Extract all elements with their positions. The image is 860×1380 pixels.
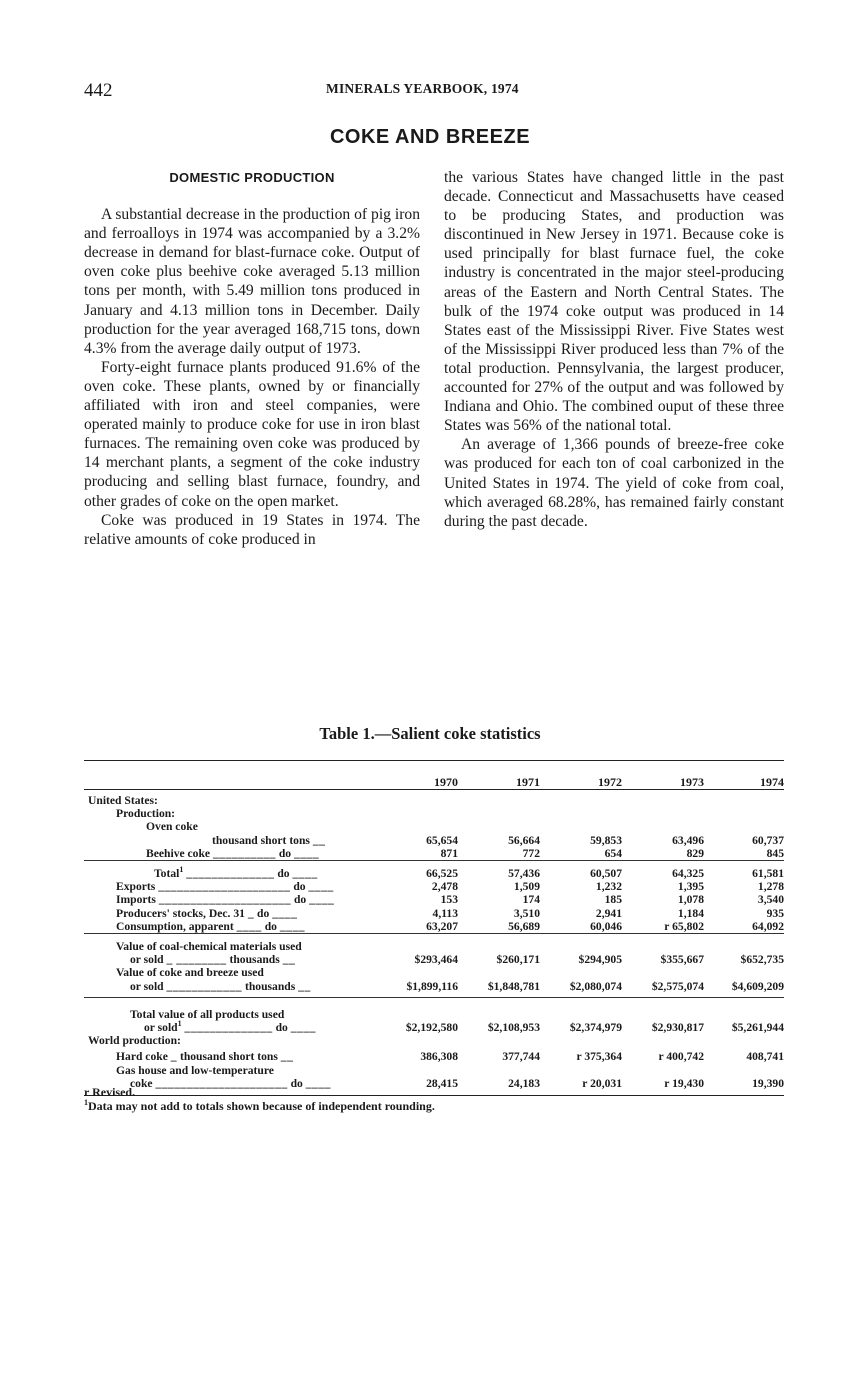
table-cell: 19,390 [752,1076,784,1090]
row-label: Total value of all products used [130,1007,285,1021]
table-cell: 935 [766,906,784,920]
paragraph: An average of 1,366 pounds of breeze-free coke was produced for each ton of coal carbonized in the United States in 1974. The yield of coke from coal, which averaged 68.28%, has remained fairly constant during the past decade. [444,436,784,530]
unit-label: do [257,906,270,920]
unit-label: thousand short tons [179,1050,278,1064]
row-label: Total [154,867,180,881]
row-label: Oven coke [146,820,198,834]
table-cell: 377,744 [502,1050,540,1064]
table-cell: 59,853 [590,833,622,847]
unit-label: thousands [244,979,296,993]
unit-label: thousand short tons [212,833,310,847]
table-row: or sold _ ________ thousands __ $293,464 $260,171 $294,905 $355,667 $652,735 [130,953,784,967]
table-row: Exports _____________________ do ____ 2,478 1,509 1,232 1,395 1,278 [116,880,784,894]
row-label: Production: [116,807,176,821]
table-cell: 66,525 [426,867,458,881]
footnote-mark: 1 [177,1019,182,1029]
row-label: Value of coke and breeze used [116,966,264,980]
year-header: 1971 [516,774,540,789]
row-label: or sold [130,979,164,993]
table-cell: 1,232 [595,880,622,894]
table-cell: r 19,430 [664,1076,704,1090]
section-heading: DOMESTIC PRODUCTION [169,170,335,185]
table-row [84,1034,784,1047]
table-cell: $1,848,781 [487,979,540,993]
paragraph: A substantial decrease in the production of pig iron and ferroalloys in 1974 was accompanied by a 3.2% decrease in demand for blast-furnace coke. Output of oven coke plus beehive coke averaged 5.13 million tons per month, with 5.49 million tons produced in January and 4.13 million tons in December. Daily production for the year averaged 168,715 tons, down 4.3% from the average daily output of 1973. [84,206,420,357]
table-cell: 1,278 [757,880,784,894]
table-cell: r 20,031 [582,1076,622,1090]
unit-label: do [290,1076,303,1090]
table-cell: 386,308 [420,1050,458,1064]
chapter-title: COKE AND BREEZE [329,126,531,148]
table-row [84,807,784,820]
row-label: Beehive coke [146,846,211,860]
table-row [84,966,784,979]
page-number: 442 [84,80,113,101]
table-row [84,940,784,953]
table-cell: 772 [522,846,540,860]
row-label: or sold [130,953,164,967]
table-row [84,1008,784,1021]
table-cell: 63,207 [426,919,458,933]
table-cell: r 65,802 [664,919,704,933]
table-footnotes [84,1085,435,1113]
footnote-text: Data may not add to totals shown because of independent rounding. [88,1099,435,1113]
table-cell: 654 [604,846,622,860]
table-cell: 185 [604,893,622,907]
right-column [444,168,784,531]
table-row: or sold$^1$ ______________ do ____ $2,192,580 $2,108,953 $2,374,979 $2,930,817 $5,261,944 [144,1019,784,1035]
data-table [84,761,784,1096]
row-label: Exports [116,880,156,894]
table-cell: $260,171 [496,953,540,967]
table-cell: r 375,364 [576,1050,622,1064]
table-cell: 24,183 [508,1076,540,1090]
table-cell: $2,575,074 [651,979,704,993]
table-cell: 153 [440,893,458,907]
table-cell: 1,509 [513,880,540,894]
year-header: 1970 [434,774,458,789]
footnote-revised: r Revised. [84,1085,136,1099]
table-cell: $2,930,817 [651,1021,704,1035]
row-label: Imports [116,893,156,907]
table-cell: 829 [686,846,704,860]
row-label: coke [130,1076,153,1090]
table-cell: $652,735 [740,953,784,967]
paragraph: Coke was produced in 19 States in 1974. The relative amounts of coke produced in [84,511,420,548]
table-row: Hard coke _ thousand short tons __ 386,308 377,744 r 375,364 r 400,742 408,741 [116,1050,784,1064]
row-label: United States: [88,794,158,807]
left-column [84,168,420,549]
table-cell: $2,374,979 [569,1021,622,1035]
unit-label: do [277,867,290,881]
row-label: Consumption, apparent [116,919,234,933]
table-cell: 56,689 [508,919,540,933]
year-header: 1973 [680,774,704,789]
table-cell: 1,078 [677,893,704,907]
table-row: or sold ____________ thousands __ $1,899,116 $1,848,781 $2,080,074 $2,575,074 $4,609,209 [84,980,784,998]
year-header: 1972 [598,774,622,789]
table-row: Producers' stocks, Dec. 31 _ do ____ 4,113 3,510 2,941 1,184 935 [116,906,784,920]
table-cell: 2,941 [595,906,622,920]
salient-statistics-table [84,760,784,1096]
unit-label: do [264,919,277,933]
table-cell: $355,667 [660,953,704,967]
table-cell: $293,464 [414,953,458,967]
table-cell: 60,737 [752,833,784,847]
row-label: World production: [88,1034,181,1048]
table-row: thousand short tons __ 65,654 56,664 59,853 63,496 60,737 [212,833,784,847]
table-row: Consumption, apparent ____ do ____ 63,207 56,689 60,046 r 65,802 64,092 [84,920,784,934]
table-row: Beehive coke __________ do ____ 871 772 654 829 845 [84,847,784,861]
stub-header [84,761,376,790]
table-cell: 2,478 [431,880,458,894]
table-cell: 61,581 [752,867,784,881]
table-cell: $294,905 [578,953,622,967]
unit-label: do [275,1021,288,1035]
table-row: Total$^1$ ______________ do ____ 66,525 57,436 60,507 64,325 61,581 [154,865,784,881]
unit-label: do [278,846,292,860]
unit-label: do [293,893,307,907]
row-label: or sold [144,1021,178,1035]
year-header: 1974 [760,774,784,789]
row-label: Producers' stocks, Dec. 31 [116,906,245,920]
table-cell: 845 [766,846,784,860]
table-cell: 4,113 [432,906,458,920]
table-row [84,820,784,833]
table-cell: 3,540 [757,893,784,907]
table-cell: $2,108,953 [487,1021,540,1035]
table-cell: $4,609,209 [731,979,784,993]
table-row: Imports _____________________ do ____ 153 174 185 1,078 3,540 [116,893,784,907]
table-row: coke _____________________ do ____ 28,415 24,183 r 20,031 r 19,430 19,390 [84,1077,784,1096]
table-row [84,794,784,807]
table-cell: 57,436 [508,867,540,881]
table-cell: 1,395 [677,880,704,894]
table-cell: 60,507 [590,867,622,881]
row-label: Gas house and low-temperature [116,1063,274,1077]
table-cell: 408,741 [746,1050,784,1064]
row-label: Value of coal-chemical materials used [116,940,302,954]
table-cell: $2,192,580 [405,1021,458,1035]
footnote-1 [84,1099,435,1113]
table-cell: 28,415 [426,1076,458,1090]
paragraph: the various States have changed little in the past decade. Connecticut and Massachusetts have ceased to be producing States, and production was discontinued in New Jersey in 1971. Because coke is used principally for blast furnace fuel, the coke industry is concentrated in the major steel-producing areas of the Eastern and North Central States. The bulk of the 1974 coke output was produced in 14 States east of the Mississippi River. Five States west of the Mississippi River produced less than 7% of the total production. Pennsylvania, the largest producer, accounted for 27% of the output and was followed by Indiana and Ohio. The combined ouput of these three States was 56% of the national total. [444,169,784,435]
row-label: Hard coke [116,1050,168,1064]
running-title: MINERALS YEARBOOK, 1974 [326,81,519,96]
table-row [84,1064,784,1077]
table-cell: $1,899,116 [406,979,458,993]
table-cell: 56,664 [508,833,540,847]
table-cell: 174 [522,893,540,907]
table-cell: $2,080,074 [569,979,622,993]
table-cell: 64,325 [672,867,704,881]
footnote-mark: 1 [179,865,184,875]
table-cell: 1,184 [677,906,704,920]
table-cell: $5,261,944 [731,1021,784,1035]
paragraph: Forty-eight furnace plants produced 91.6% of the oven coke. These plants, owned by or financially affiliated with iron and steel companies, were operated mainly to produce coke for use in iron blast furnaces. The remaining oven coke was produced by 14 merchant plants, a segment of the coke industry producing and selling blast furnace, foundry, and other grades of coke on the open market. [84,358,420,510]
table-cell: 60,046 [590,919,622,933]
table-cell: 3,510 [513,906,540,920]
table-cell: 65,654 [426,833,458,847]
table-title: Table 1.—Salient coke statistics [319,724,541,743]
table-cell: 871 [440,846,458,860]
unit-label: thousands [229,953,280,967]
unit-label: do [293,880,306,894]
footnote-mark: 1 [84,1098,88,1107]
table-cell: 63,496 [672,833,704,847]
table-cell: 64,092 [752,919,784,933]
table-cell: r 400,742 [658,1050,704,1064]
